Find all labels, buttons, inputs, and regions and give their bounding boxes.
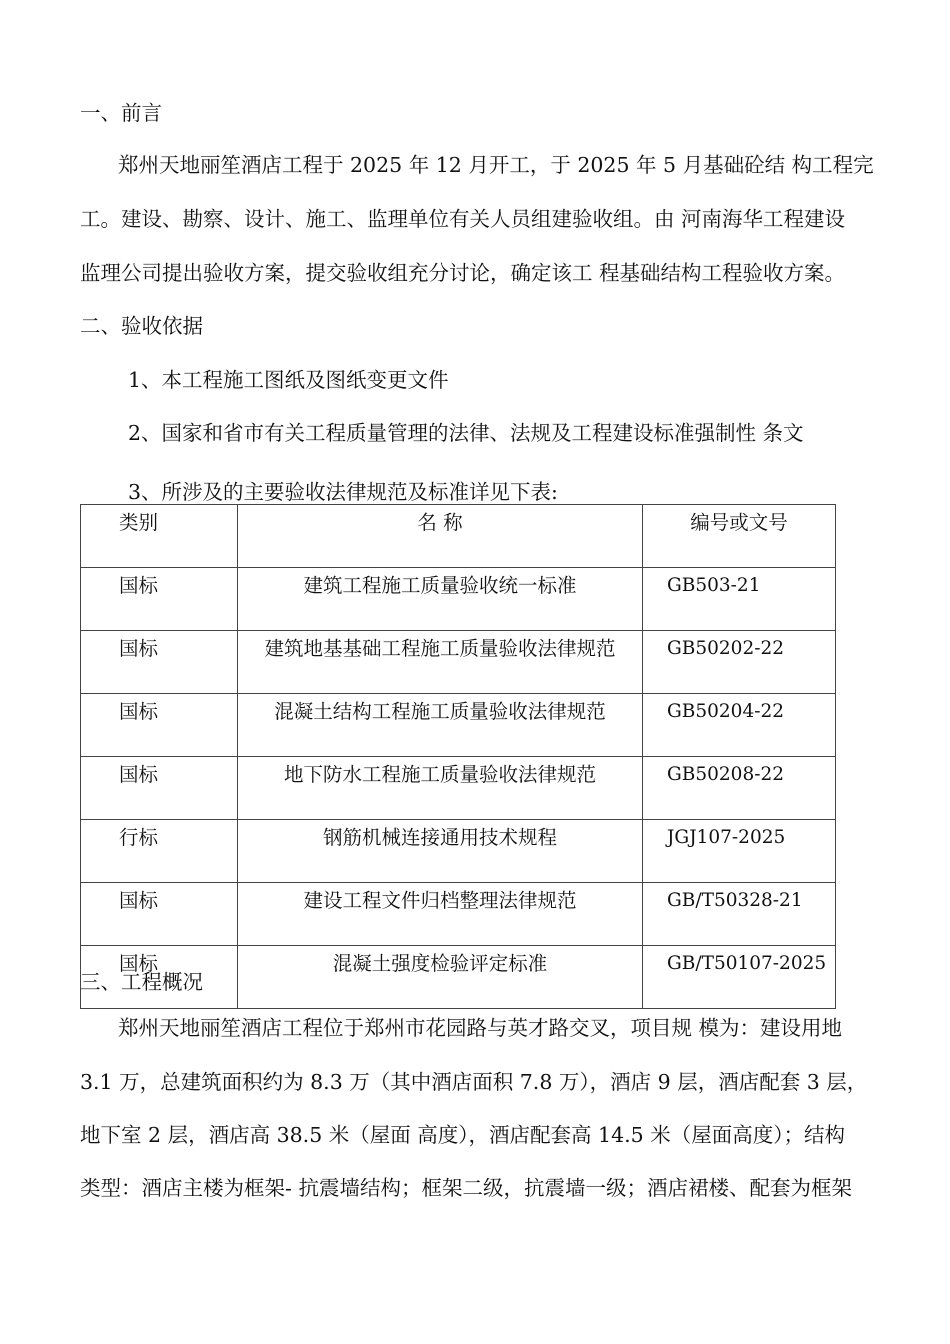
preface-paragraph-line: 监理公司提出验收方案，提交验收组充分讨论，确定该工 程基础结构工程验收方案。 bbox=[80, 261, 846, 285]
row-category: 国标 bbox=[81, 631, 238, 694]
row-name: 混凝土强度检验评定标准 bbox=[238, 946, 643, 1009]
table-header-category: 类别 bbox=[81, 505, 238, 568]
row-code: GB50208-22 bbox=[643, 757, 836, 820]
table-header-code: 编号或文号 bbox=[643, 505, 836, 568]
row-code: GB503-21 bbox=[643, 568, 836, 631]
table-row bbox=[81, 694, 836, 757]
section-heading-preface: 一、前言 bbox=[80, 101, 162, 125]
row-name: 钢筋机械连接通用技术规程 bbox=[238, 820, 643, 883]
row-category: 国标 bbox=[81, 883, 238, 946]
row-category: 国标 bbox=[81, 694, 238, 757]
row-category: 国标 bbox=[81, 946, 238, 1009]
table-row bbox=[81, 568, 836, 631]
section-heading-basis: 二、验收依据 bbox=[80, 314, 203, 338]
row-name: 地下防水工程施工质量验收法律规范 bbox=[238, 757, 643, 820]
overview-paragraph-line: 3.1 万，总建筑面积约为 8.3 万（其中酒店面积 7.8 万），酒店 9 层，酒店配套 3 层， bbox=[80, 1070, 868, 1094]
table-row bbox=[81, 883, 836, 946]
table-header-row bbox=[81, 505, 836, 568]
row-name: 混凝土结构工程施工质量验收法律规范 bbox=[238, 694, 643, 757]
standards-table bbox=[80, 504, 836, 1009]
overview-paragraph-line: 地下室 2 层，酒店高 38.5 米（屋面 高度），酒店配套高 14.5 米（屋面高度）；结构 bbox=[80, 1123, 845, 1147]
basis-item: 2、国家和省市有关工程质量管理的法律、法规及工程建设标准强制性 条文 bbox=[128, 421, 804, 445]
row-category: 行标 bbox=[81, 820, 238, 883]
table-row bbox=[81, 631, 836, 694]
row-category: 国标 bbox=[81, 757, 238, 820]
overview-paragraph-line: 类型：酒店主楼为框架- 抗震墙结构；框架二级，抗震墙一级；酒店裙楼、配套为框架 bbox=[80, 1176, 852, 1200]
row-code: JGJ107-2025 bbox=[643, 820, 836, 883]
preface-paragraph-line: 郑州天地丽笙酒店工程于 2025 年 12 月开工，于 2025 年 5 月基础砼结 构工程完 bbox=[118, 153, 874, 177]
row-code: GB/T50328-21 bbox=[643, 883, 836, 946]
row-code: GB50204-22 bbox=[643, 694, 836, 757]
basis-item: 3、所涉及的主要验收法律规范及标准详见下表: bbox=[128, 480, 558, 504]
overview-paragraph-line: 郑州天地丽笙酒店工程位于郑州市花园路与英才路交叉，项目规 模为：建设用地 bbox=[118, 1016, 843, 1040]
table-row bbox=[81, 757, 836, 820]
row-code: GB50202-22 bbox=[643, 631, 836, 694]
row-code: GB/T50107-2025 bbox=[643, 946, 836, 1009]
table-header-name: 名 称 bbox=[238, 505, 643, 568]
row-name: 建筑工程施工质量验收统一标准 bbox=[238, 568, 643, 631]
row-category: 国标 bbox=[81, 568, 238, 631]
table-row bbox=[81, 820, 836, 883]
row-name: 建设工程文件归档整理法律规范 bbox=[238, 883, 643, 946]
section-heading-overview: 三、工程概况 bbox=[80, 970, 203, 994]
row-name: 建筑地基基础工程施工质量验收法律规范 bbox=[238, 631, 643, 694]
basis-item: 1、本工程施工图纸及图纸变更文件 bbox=[128, 368, 449, 392]
preface-paragraph-line: 工。建设、勘察、设计、施工、监理单位有关人员组建验收组。由 河南海华工程建设 bbox=[80, 207, 846, 231]
